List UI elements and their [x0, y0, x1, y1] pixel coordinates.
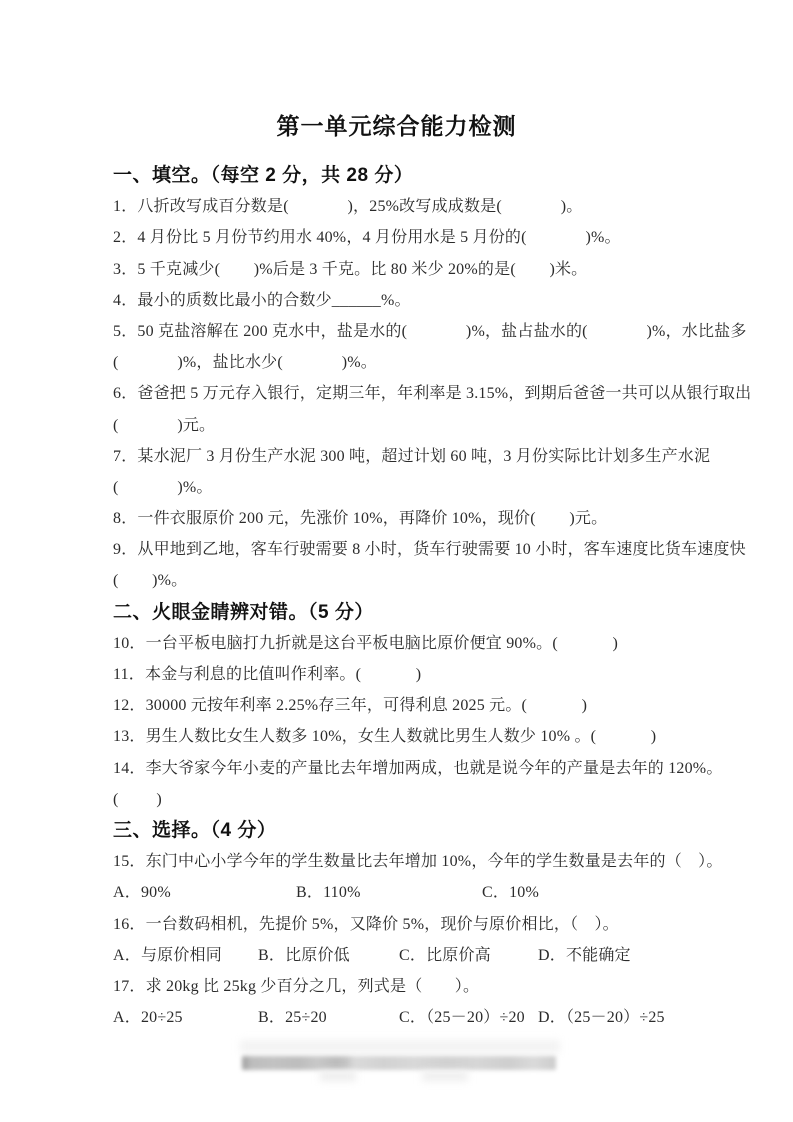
watermark-smudge: [320, 1071, 356, 1081]
options-row: [113, 877, 688, 908]
question-line: ( ): [113, 790, 162, 808]
option-item: C．10%: [482, 884, 540, 902]
question-line: 15．东门中心小学今年的学生数量比去年增加 10%，今年的学生数量是去年的（ ）。: [113, 853, 723, 871]
question-line: 8．一件衣服原价 200 元，先涨价 10%，再降价 10%，现价( )元。: [113, 510, 608, 528]
options-row: [113, 940, 688, 971]
option-item: A．90%: [113, 884, 171, 902]
option-item: A．20÷25: [113, 1009, 183, 1027]
question-line: 7．某水泥厂 3 月份生产水泥 300 吨，超过计划 60 吨，3 月份实际比计划多生产水泥: [113, 447, 711, 465]
watermark-smudge: [422, 1071, 468, 1081]
question-line: 9．从甲地到乙地，客车行驶需要 8 小时，货车行驶需要 10 小时，客车速度比货车速度快: [113, 541, 746, 559]
section-heading: 三、选择。（4 分）: [113, 819, 277, 841]
question-line: ( )元。: [113, 416, 216, 434]
option-item: B．比原价低: [258, 946, 350, 964]
question-line: 4．最小的质数比最小的合数少______%。: [113, 291, 411, 309]
question-line: 11．本金与利息的比值叫作利率。( ): [113, 666, 422, 683]
question-line: 3．5 千克减少( )%后是 3 千克。比 80 米少 20%的是( )米。: [113, 260, 588, 278]
section-heading: 一、填空。（每空 2 分，共 28 分）: [113, 165, 414, 186]
question-line: 16．一台数码相机，先提价 5%，又降价 5%，现价与原价相比，（ ）。: [113, 915, 619, 933]
question-line: 14．李大爷家今年小麦的产量比去年增加两成，也就是说今年的产量是去年的 120%。: [113, 759, 723, 777]
option-item: C．比原价高: [399, 946, 491, 964]
question-line: 10．一台平板电脑打九折就是这台平板电脑比原价便宜 90%。( ): [113, 634, 618, 652]
question-line: 1．八折改写成百分数是( )，25%改写成成数是( )。: [113, 198, 583, 216]
option-item: A．与原价相同: [113, 946, 222, 964]
option-item: D．不能确定: [538, 946, 631, 964]
question-line: 2．4 月份比 5 月份节约用水 40%，4 月份用水是 5 月份的( )%。: [113, 229, 621, 247]
question-line: 13．男生人数比女生人数多 10%，女生人数就比男生人数少 10% 。( ): [113, 728, 657, 746]
question-line: 6．爸爸把 5 万元存入银行，定期三年，年利率是 3.15%，到期后爸爸一共可以从银行取出: [113, 385, 752, 403]
question-line: 12．30000 元按年利率 2.25%存三年，可得利息 2025 元。( ): [113, 697, 588, 715]
watermark-blur: [242, 1056, 556, 1070]
option-item: B．110%: [296, 884, 361, 902]
document-body: [113, 160, 752, 1033]
question-line: ( )%，盐比水少( )%。: [113, 354, 377, 372]
question-line: 5．50 克盐溶解在 200 克水中，盐是水的( )%，盐占盐水的( )%，水比盐多: [113, 322, 747, 340]
question-line: ( )%。: [113, 572, 188, 590]
page-title: 第一单元综合能力检测: [276, 113, 517, 139]
option-item: B．25÷20: [258, 1009, 327, 1027]
watermark-halo: [240, 1040, 560, 1053]
question-line: 17．求 20kg 比 25kg 少百分之几，列式是（ ）。: [113, 977, 480, 995]
options-row: [113, 1002, 688, 1033]
option-item: D．（25－20）÷25: [538, 1009, 665, 1027]
section-heading: 二、火眼金睛辨对错。（5 分）: [113, 601, 374, 623]
option-item: C．（25－20）÷20: [399, 1009, 525, 1027]
question-line: ( )%。: [113, 478, 213, 496]
